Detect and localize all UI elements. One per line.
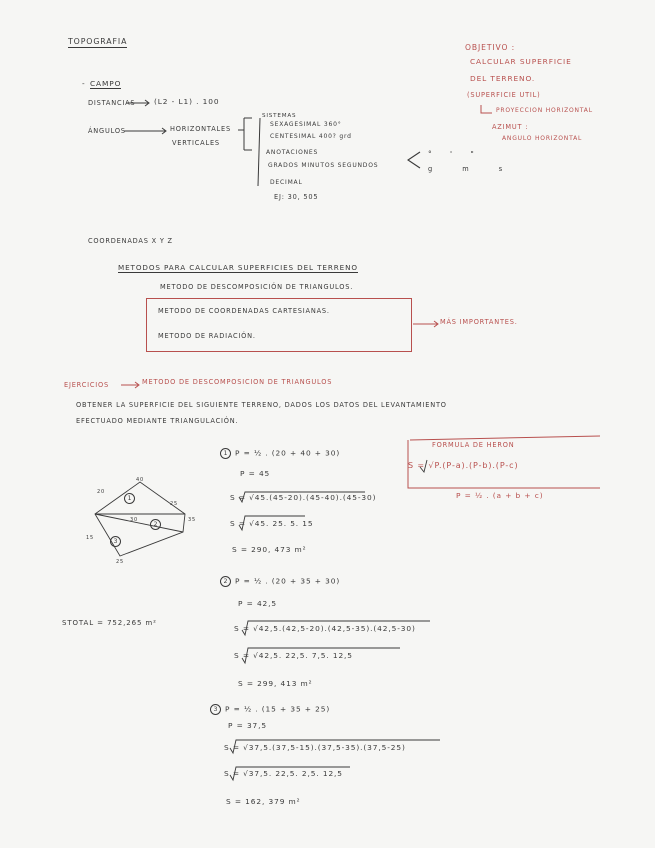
exercise-statement-1: OBTENER LA SUPERFICIE DEL SIGUIENTE TERRENO, DADOS LOS DATOS DEL LEVANTAMIENTO (76, 401, 447, 409)
horizontal-label: HORIZONTALES (170, 125, 231, 133)
heron-title: FORMULA DE HERON (432, 441, 515, 449)
figure-label: 15 (86, 535, 94, 541)
calc3-result: S = 162, 379 m² (226, 797, 301, 806)
calc3-s1: S = √37,5.(37,5-15).(37,5-35).(37,5-25) (224, 743, 406, 752)
calc2-p-value: P = 42,5 (238, 599, 278, 608)
distances-formula: (L2 - L1) . 100 (154, 97, 220, 106)
calc1-s1: S = √45.(45-20).(45-40).(45-30) (230, 493, 377, 502)
figure-label: 30 (130, 517, 138, 523)
calc2-s2: S = √42,5. 22,5. 7,5. 12,5 (234, 651, 353, 660)
exercises-label: EJERCICIOS (64, 381, 110, 389)
calc2-p: 2 P = ½ . (20 + 35 + 30) (220, 576, 340, 587)
campo-heading: CAMPO (90, 79, 122, 88)
important-note: MÁS IMPORTANTES. (440, 318, 518, 326)
bracket-notations (258, 118, 260, 186)
gms-letters: g m s (428, 165, 517, 173)
method-item-1: METODO DE DESCOMPOSICIÓN DE TRIANGULOS. (160, 283, 354, 291)
figure-label: 35 (188, 517, 196, 523)
heron-formula: S = √P.(P-a).(P-b).(P-c) (408, 461, 519, 470)
bracket-systems (238, 118, 252, 150)
distances-label: DISTANCIAS (88, 99, 136, 107)
objective-projection: PROYECCION HORIZONTAL (496, 107, 593, 114)
objective-line2: DEL TERRENO. (470, 74, 536, 83)
brace-gms (408, 152, 420, 168)
sexagesimal-label: SEXAGESIMAL 360° (270, 121, 342, 128)
exercises-method: METODO DE DESCOMPOSICION DE TRIANGULOS (142, 378, 333, 386)
objective-line3: (SUPERFICIE UTIL) (467, 91, 541, 99)
calc3-p: 3 P = ½ . (15 + 35 + 25) (210, 704, 330, 715)
objective-azimuth-desc: ANGULO HORIZONTAL (502, 135, 583, 142)
method-item-2: METODO DE COORDENADAS CARTESIANAS. (158, 307, 330, 315)
figure-triangle-label: 2 (150, 519, 165, 530)
objective-line1: CALCULAR SUPERFICIE (470, 57, 572, 66)
calc2-s1: S = √42,5.(42,5-20).(42,5-35).(42,5-30) (234, 624, 416, 633)
objective-azimuth: AZIMUT : (492, 123, 529, 131)
figure-label: 25 (170, 501, 178, 507)
calc1-result: S = 290, 473 m² (232, 545, 307, 554)
centesimal-label: CENTESIMAL 400? grd (270, 133, 352, 140)
exercise-statement-2: EFECTUADO MEDIANTE TRIANGULACIÓN. (76, 417, 239, 425)
calc3-p-value: P = 37,5 (228, 721, 268, 730)
campo-dash: - (82, 79, 86, 88)
terrain-figure (95, 482, 185, 556)
coordenadas-label: COORDENADAS X Y Z (88, 237, 173, 245)
page-title: TOPOGRAFIA (68, 37, 128, 46)
decimal-label: DECIMAL (270, 179, 303, 186)
sqrt-marks (230, 460, 440, 780)
heron-semiperimeter: P = ½ . (a + b + c) (456, 491, 544, 500)
grados-label: GRADOS MINUTOS SEGUNDOS (268, 162, 379, 169)
figure-triangle-label: 3 (110, 536, 125, 547)
calc1-p-value: P = 45 (240, 469, 271, 478)
objective-heading: OBJETIVO : (465, 43, 516, 52)
anotaciones-label: ANOTACIONES (266, 149, 319, 156)
angles-label: ÁNGULOS (88, 127, 126, 135)
sistemas-label: SISTEMAS (262, 113, 297, 119)
figure-label: 20 (97, 489, 105, 495)
vertical-label: VERTICALES (172, 139, 220, 147)
methods-heading: METODOS PARA CALCULAR SUPERFICIES DEL TERRENO (118, 263, 358, 272)
arrow-projection (481, 105, 492, 113)
calc3-s2: S = √37,5. 22,5. 2,5. 12,5 (224, 769, 343, 778)
decimal-example: EJ: 30, 505 (274, 193, 319, 201)
figure-label: 40 (136, 477, 144, 483)
calc2-result: S = 299, 413 m² (238, 679, 313, 688)
figure-triangle-label: 1 (124, 493, 139, 504)
method-item-3: METODO DE RADIACIÓN. (158, 332, 256, 340)
gms-symbols: ° ' " (428, 149, 482, 158)
calc1-p: 1 P = ½ . (20 + 40 + 30) (220, 448, 340, 459)
calc1-s2: S = √45. 25. 5. 15 (230, 519, 314, 528)
total-surface: STOTAL = 752,265 m² (62, 619, 157, 627)
figure-label: 25 (116, 559, 124, 565)
